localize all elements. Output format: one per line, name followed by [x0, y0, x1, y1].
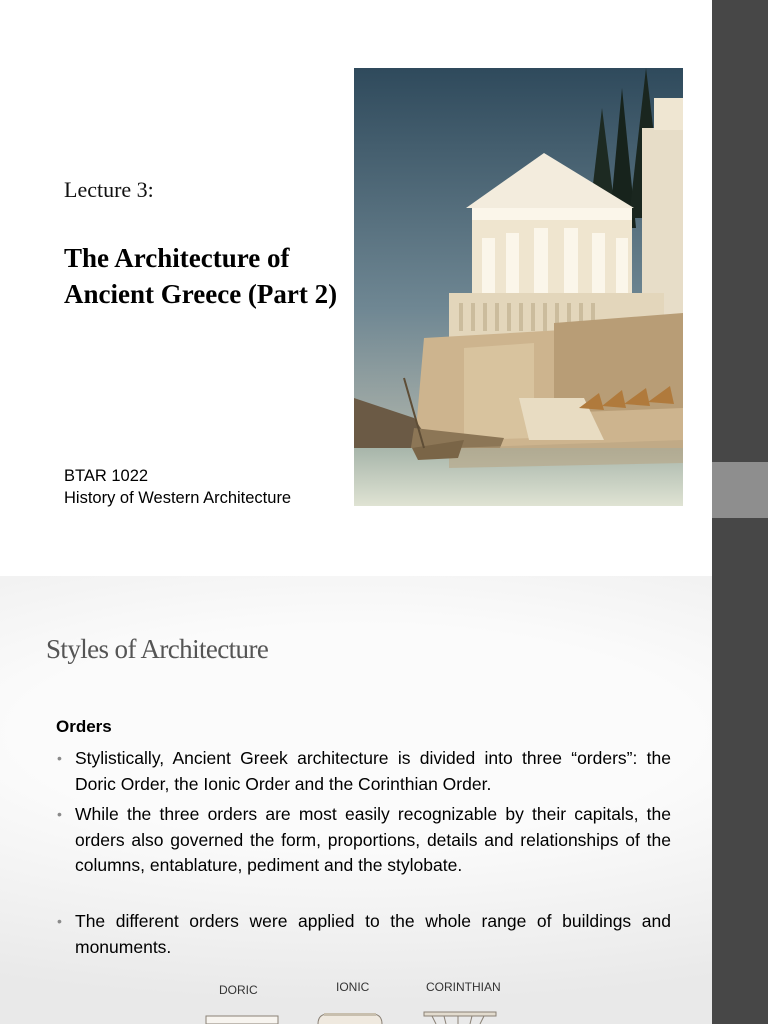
bullet-text: While the three orders are most easily recognizable by their capitals, the orders also governed the form, proportions, details and relationships of the columns, entablature, pediment and the stylobate. [75, 804, 671, 875]
course-name: History of Western Architecture [64, 489, 292, 507]
course-code: BTAR 1022 [64, 467, 149, 485]
bullet-dot-icon: • [57, 913, 62, 929]
bullet-dot-icon: • [57, 806, 62, 822]
bullet-item [57, 909, 671, 960]
scrollbar-thumb[interactable] [712, 462, 768, 518]
order-label-ionic: IONIC [336, 980, 370, 994]
slide-2 [0, 576, 712, 1024]
bullet-item [57, 746, 671, 797]
order-label-corinthian: CORINTHIAN [426, 980, 501, 994]
greek-temple-painting [354, 68, 683, 506]
bullet-text: Stylistically, Ancient Greek architecture is divided into three “orders”: the Doric Order, the Ionic Order and the Corinthian Order. [75, 748, 671, 794]
bullet-dot-icon: • [57, 750, 62, 766]
bullet-item [57, 802, 671, 879]
column-capitals-figure [196, 1004, 516, 1024]
bullet-text: The different orders were applied to the whole range of buildings and monuments. [75, 911, 671, 957]
lecture-number: Lecture 3: [64, 177, 154, 202]
lecture-title: The Architecture of Ancient Greece (Part 2) [64, 243, 338, 309]
section-heading: Orders [56, 717, 112, 736]
order-label-doric: DORIC [219, 983, 258, 997]
slide-title: Styles of Architecture [46, 634, 269, 664]
